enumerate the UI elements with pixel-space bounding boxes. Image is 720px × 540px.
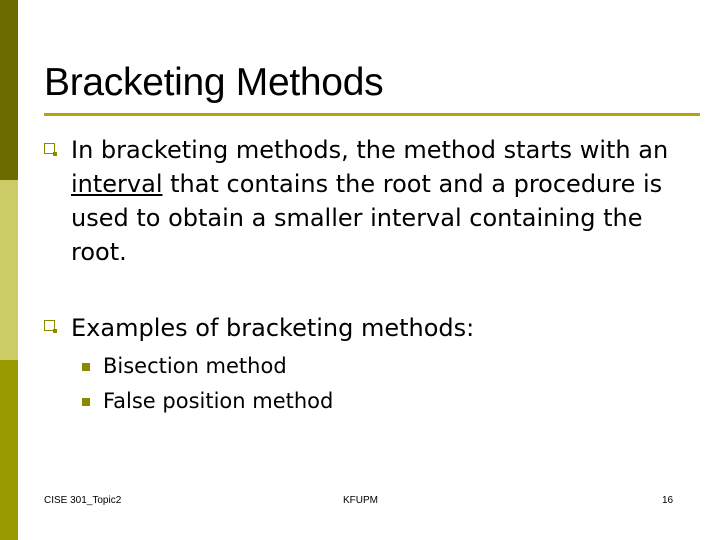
filled-square-bullet-icon bbox=[82, 398, 90, 406]
slide-title: Bracketing Methods bbox=[44, 61, 384, 104]
underlined-term-interval: interval bbox=[71, 170, 163, 198]
bullet-text-2: Examples of bracketing methods: bbox=[71, 314, 475, 342]
footer-page-number: 16 bbox=[662, 495, 674, 506]
title-underline-rule bbox=[44, 113, 700, 116]
footer-institution: KFUPM bbox=[343, 495, 378, 506]
filled-square-bullet-icon bbox=[82, 363, 90, 371]
footer-course: CISE 301_Topic2 bbox=[44, 495, 122, 506]
square-bullet-icon bbox=[44, 320, 55, 331]
bullet-text-1-part2: that contains the root and a procedure is used to obtain a smaller interval containing the root. bbox=[71, 170, 663, 266]
side-bar-bottom bbox=[0, 360, 18, 540]
side-bar-middle bbox=[0, 180, 18, 360]
bullet-text-1 bbox=[71, 133, 691, 269]
side-bar-top bbox=[0, 0, 18, 180]
bullet-text-1-part1: In bracketing methods, the method starts with an bbox=[71, 136, 669, 164]
sub-item-bisection: Bisection method bbox=[103, 354, 287, 378]
square-bullet-icon bbox=[44, 143, 55, 154]
sub-item-false-position: False position method bbox=[103, 389, 334, 413]
